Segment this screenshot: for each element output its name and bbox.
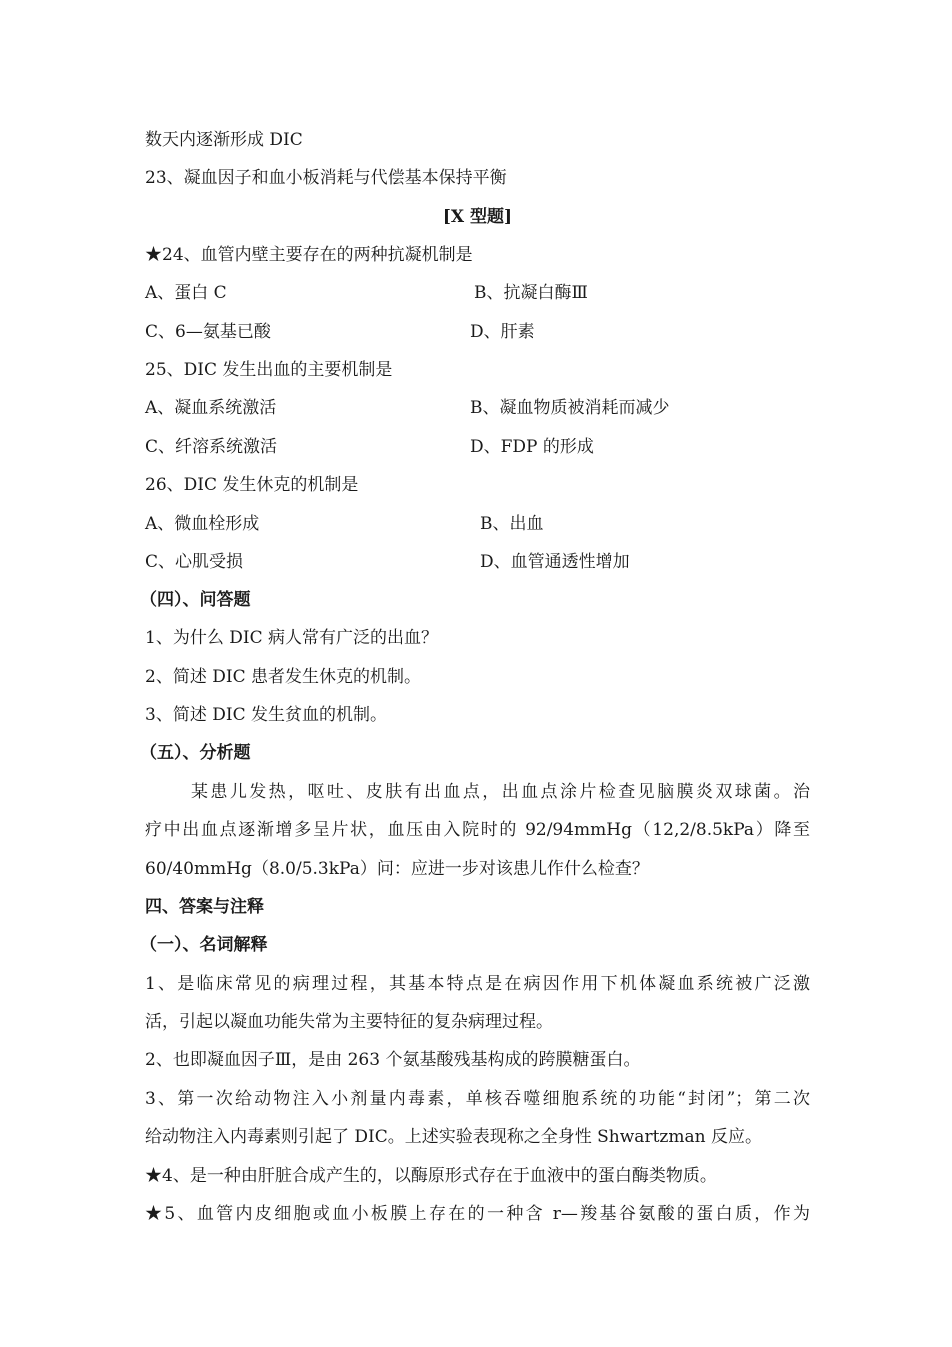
qa-question-2: 2、简述 DIC 患者发生休克的机制。 bbox=[145, 667, 421, 687]
answer-5-line-1: ★5、血管内皮细胞或血小板膜上存在的一种含 r—羧基谷氨酸的蛋白质，作为 bbox=[145, 1204, 810, 1224]
section-heading-analysis: （五）、分析题 bbox=[140, 743, 251, 763]
option-25-a: A、凝血系统激活 bbox=[145, 398, 277, 418]
option-26-b: B、出血 bbox=[480, 514, 544, 534]
option-26-a: A、微血栓形成 bbox=[145, 514, 260, 534]
answer-1-line-2: 活，引起以凝血功能失常为主要特征的复杂病理过程。 bbox=[145, 1012, 553, 1032]
qa-question-3: 3、简述 DIC 发生贫血的机制。 bbox=[145, 705, 387, 725]
question-24: ★24、血管内壁主要存在的两种抗凝机制是 bbox=[145, 245, 473, 265]
option-24-c: C、6—氨基已酸 bbox=[145, 322, 271, 342]
option-25-d: D、FDP 的形成 bbox=[470, 437, 594, 457]
answer-3-line-1: 3、第一次给动物注入小剂量内毒素，单核吞噬细胞系统的功能“封闭”；第二次 bbox=[145, 1089, 810, 1109]
answer-2: 2、也即凝血因子Ⅲ，是由 263 个氨基酸残基构成的跨膜糖蛋白。 bbox=[145, 1050, 641, 1070]
question-23: 23、凝血因子和血小板消耗与代偿基本保持平衡 bbox=[145, 168, 507, 188]
section-heading-x-type: [X 型题] bbox=[442, 207, 513, 227]
option-25-c: C、纤溶系统激活 bbox=[145, 437, 278, 457]
question-25: 25、DIC 发生出血的主要机制是 bbox=[145, 360, 393, 380]
option-26-d: D、血管通透性增加 bbox=[480, 552, 630, 572]
analysis-paragraph-line-2: 疗中出血点逐渐增多呈片状，血压由入院时的 92/94mmHg（12,2/8.5kPa）降至 bbox=[145, 820, 810, 840]
question-26: 26、DIC 发生休克的机制是 bbox=[145, 475, 359, 495]
text-line: 数天内逐渐形成 DIC bbox=[145, 130, 303, 150]
answer-1-line-1: 1、是临床常见的病理过程，其基本特点是在病因作用下机体凝血系统被广泛激 bbox=[145, 974, 810, 994]
option-24-a: A、蛋白 C bbox=[145, 283, 227, 303]
option-24-b: B、抗凝白酶Ⅲ bbox=[474, 283, 588, 303]
option-26-c: C、心肌受损 bbox=[145, 552, 244, 572]
answer-4: ★4、是一种由肝脏合成产生的，以酶原形式存在于血液中的蛋白酶类物质。 bbox=[145, 1166, 717, 1186]
answer-3-line-2: 给动物注入内毒素则引起了 DIC。上述实验表现称之全身性 Shwartzman 反应。 bbox=[145, 1127, 762, 1147]
option-25-b: B、凝血物质被消耗而减少 bbox=[470, 398, 670, 418]
section-heading-answers: 四、答案与注释 bbox=[145, 897, 264, 917]
option-24-d: D、肝素 bbox=[470, 322, 535, 342]
section-heading-terms: （一）、名词解释 bbox=[140, 935, 268, 955]
analysis-paragraph-line-1: 某患儿发热，呕吐、皮肤有出血点，出血点涂片检查见脑膜炎双球菌。治 bbox=[191, 782, 810, 802]
qa-question-1: 1、为什么 DIC 病人常有广泛的出血？ bbox=[145, 628, 438, 648]
analysis-paragraph-line-3: 60/40mmHg（8.0/5.3kPa）问：应进一步对该患儿作什么检查？ bbox=[145, 859, 649, 879]
section-heading-qa: （四）、问答题 bbox=[140, 590, 251, 610]
